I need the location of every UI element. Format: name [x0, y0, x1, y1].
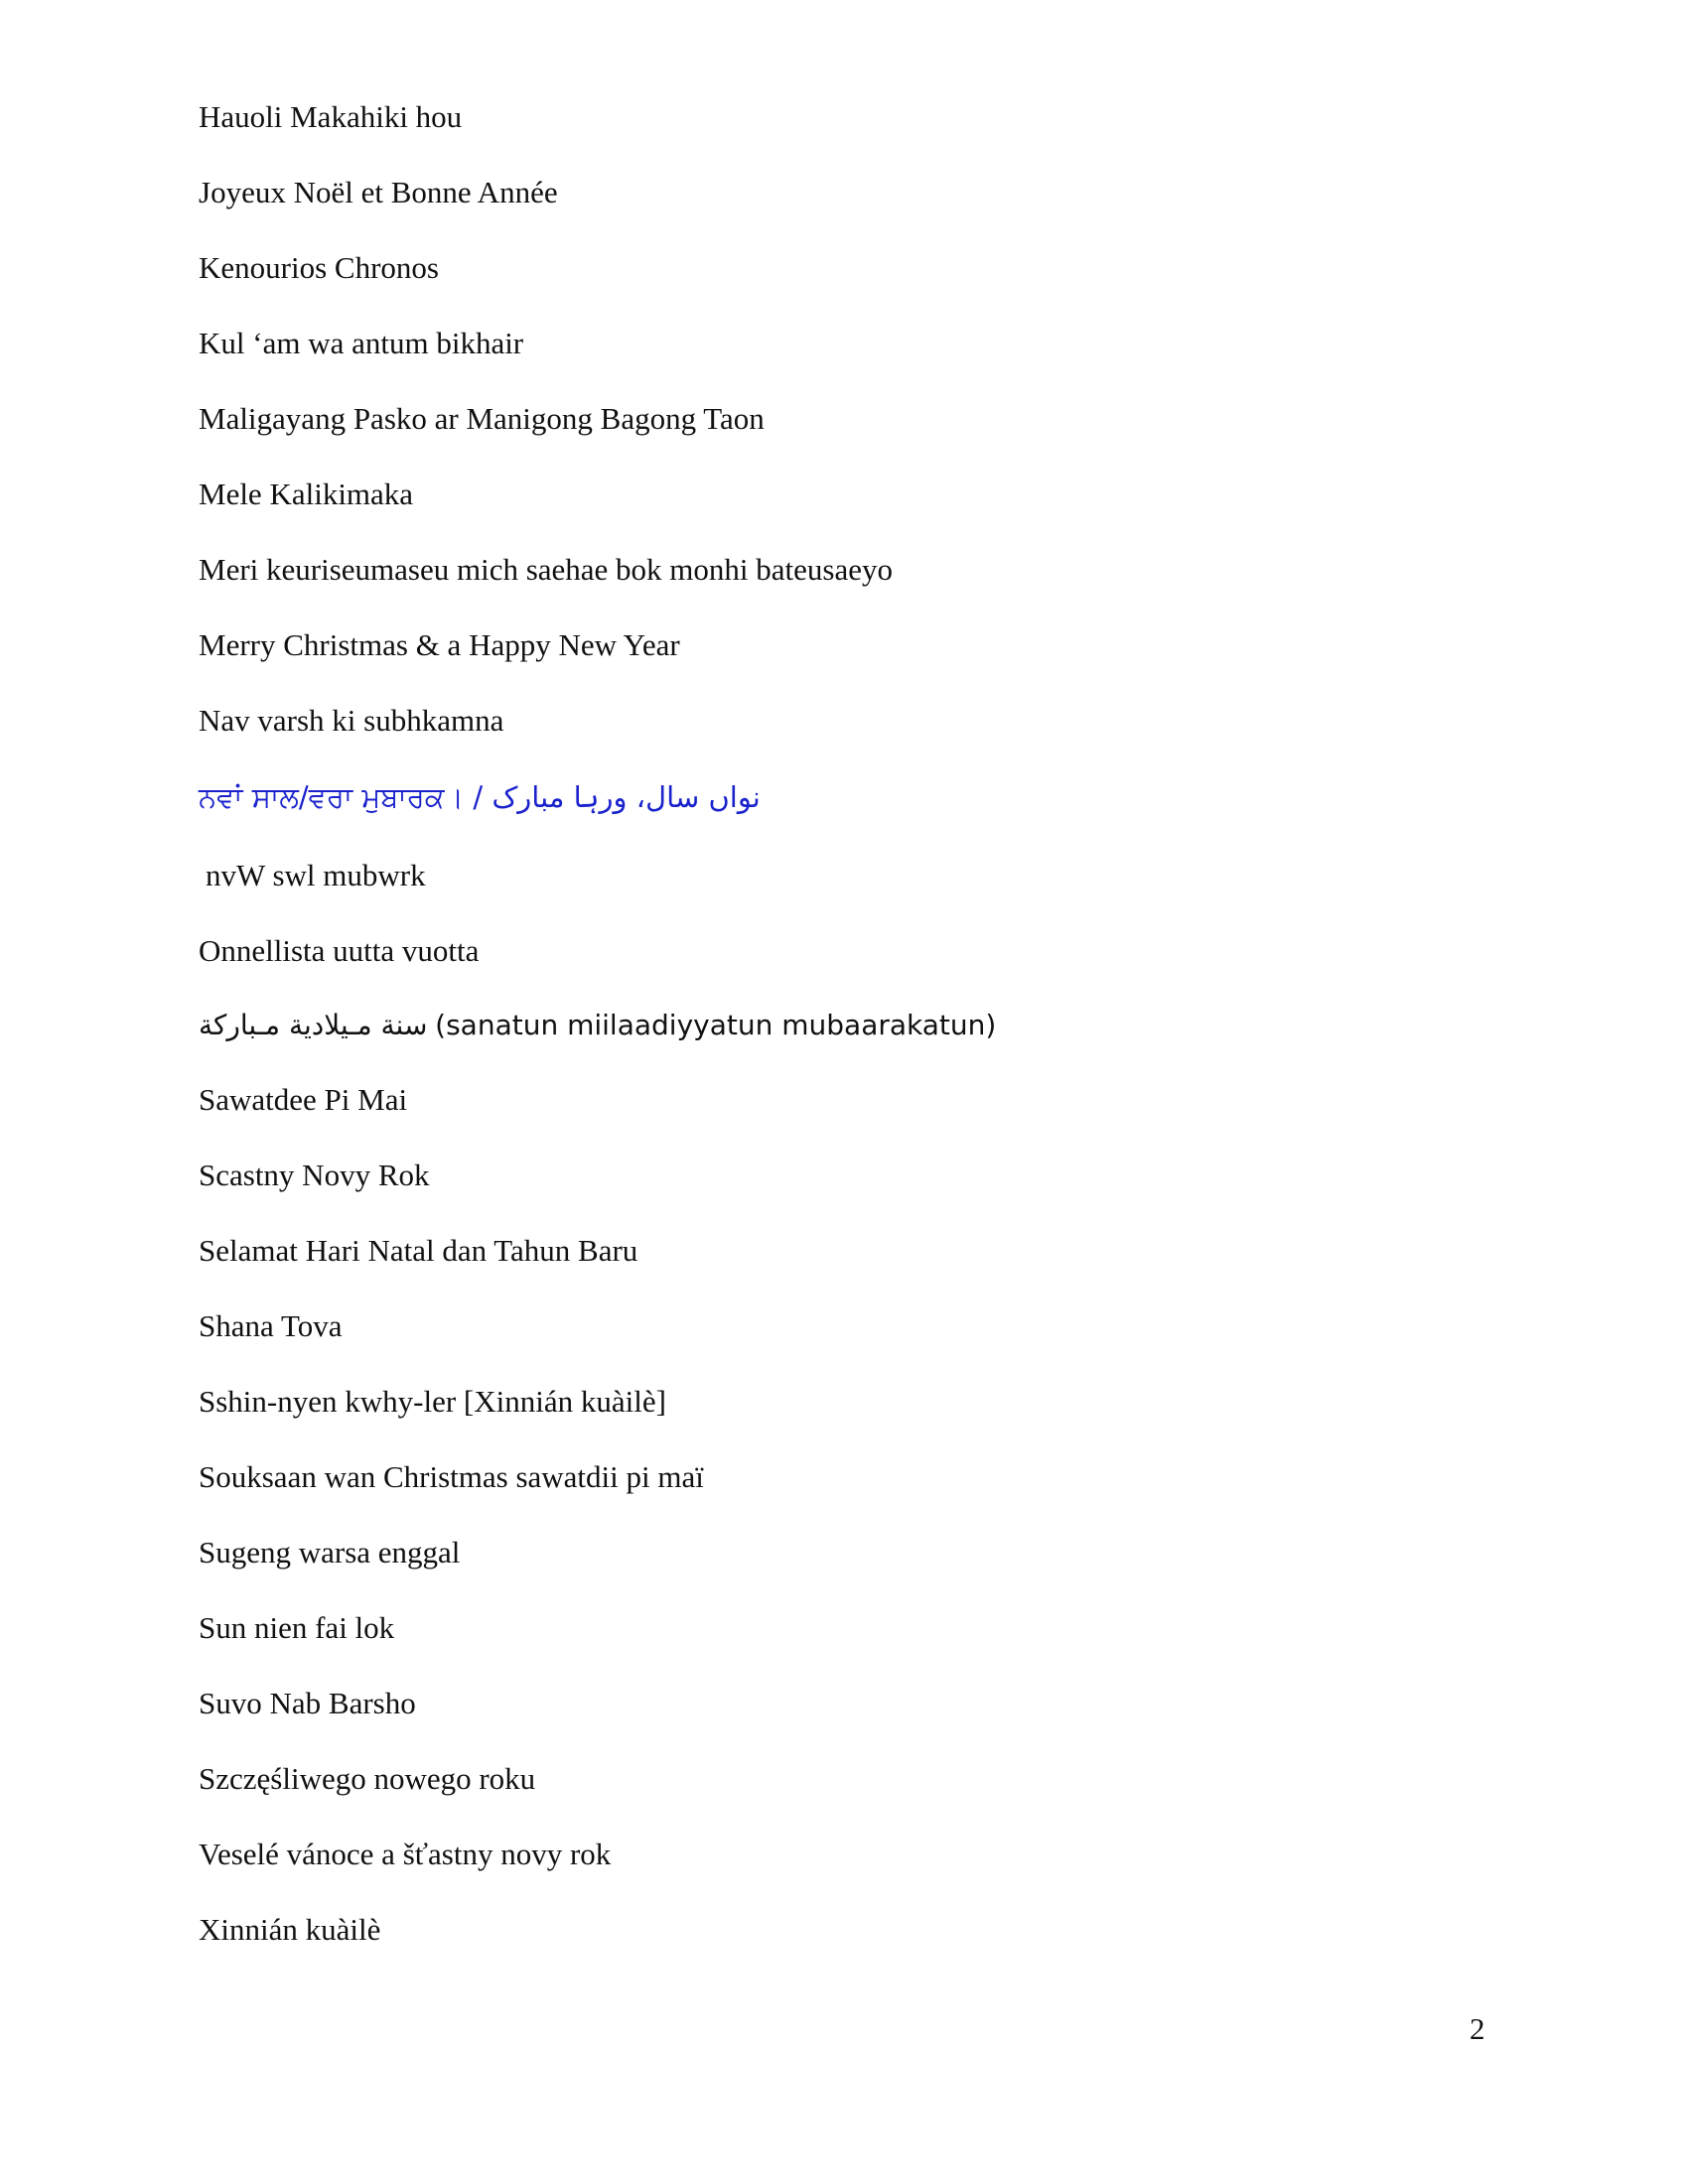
greeting-line: Sawatdee Pi Mai: [199, 1082, 408, 1117]
greeting-line: Veselé vánoce a šťastny novy rok: [199, 1837, 612, 1871]
greeting-line: Selamat Hari Natal dan Tahun Baru: [199, 1233, 638, 1268]
greeting-line: Nav varsh ki subhkamna: [199, 703, 504, 738]
greeting-line: Suvo Nab Barsho: [199, 1686, 416, 1720]
greeting-line: Sun nien fai lok: [199, 1610, 395, 1645]
greeting-line: Maligayang Pasko ar Manigong Bagong Taon: [199, 401, 765, 436]
page-number: 2: [1470, 2011, 1485, 2046]
greeting-line: Joyeux Noël et Bonne Année: [199, 175, 558, 209]
greeting-line: Kenourios Chronos: [199, 250, 439, 285]
greeting-line: Xinnián kuàilè: [199, 1912, 381, 1947]
greeting-line: Hauoli Makahiki hou: [199, 99, 463, 134]
greeting-line: Sshin-nyen kwhy-ler [Xinnián kuàilè]: [199, 1384, 666, 1419]
greeting-line: nvW swl mubwrk: [206, 858, 426, 892]
greeting-line: Merry Christmas & a Happy New Year: [199, 627, 680, 662]
punjabi-urdu-greeting: ਨਵਾਂ ਸਾਲ/ਵਰਾ ਮੁਬਾਰਕ। / نواں سال، ورہا مبارک: [199, 780, 761, 814]
arabic-greeting-line: [199, 1005, 996, 1045]
greeting-line: Souksaan wan Christmas sawatdii pi maï: [199, 1459, 704, 1494]
greeting-line: Sugeng warsa enggal: [199, 1535, 461, 1570]
greeting-line: Shana Tova: [199, 1308, 343, 1343]
greeting-line: Kul ‘am wa antum bikhair: [199, 326, 524, 360]
arabic-transliteration: (sanatun miilaadiyyatun mubaarakatun): [435, 1009, 997, 1041]
greeting-line: Scastny Novy Rok: [199, 1158, 430, 1192]
greeting-line: Szczęśliwego nowego roku: [199, 1761, 536, 1796]
greeting-line: Mele Kalikimaka: [199, 477, 414, 511]
greeting-line: Onnellista uutta vuotta: [199, 933, 480, 968]
arabic-text: سنة مـيلادية مـباركة: [199, 1009, 428, 1041]
greeting-line: Meri keuriseumaseu mich saehae bok monhi bateusaeyo: [199, 552, 893, 587]
